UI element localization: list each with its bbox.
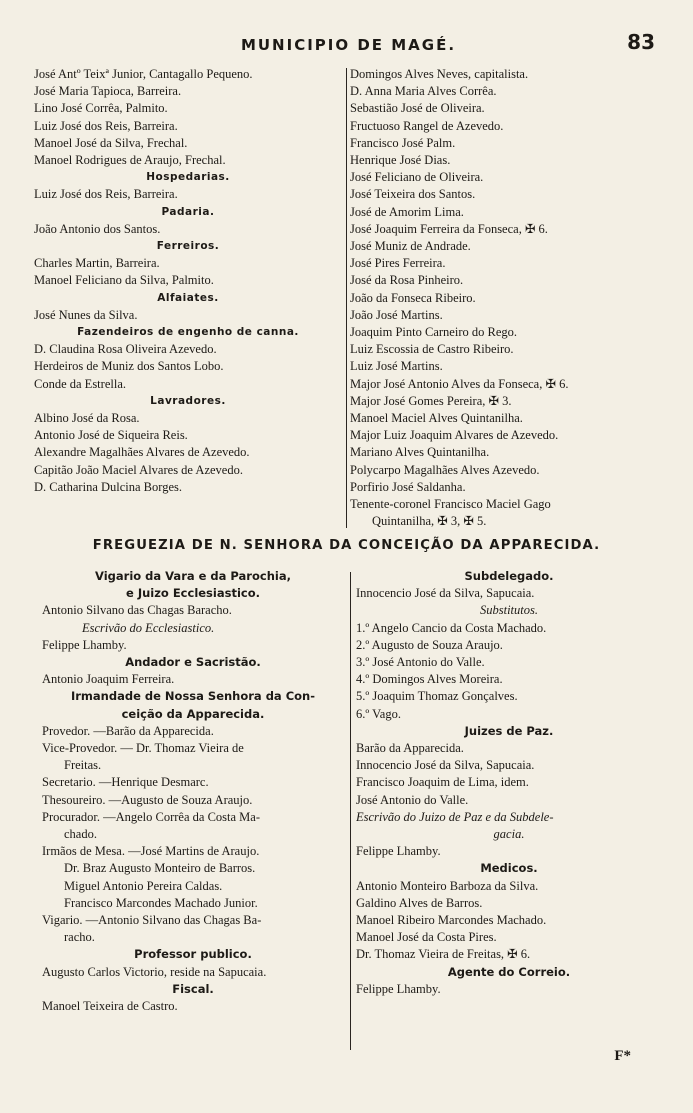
list-item: Herdeiros de Muniz dos Santos Lobo. <box>34 359 224 374</box>
list-item: Procurador. —Angelo Corrêa da Costa Ma- <box>42 809 260 824</box>
list-item: chado. <box>64 827 97 842</box>
list-item: Vigario. —Antonio Silvano das Chagas Ba- <box>42 913 262 928</box>
list-item: Antonio Silvano das Chagas Baracho. <box>42 603 232 618</box>
list-item: Quintanilha, ✠ 3, ✠ 5. <box>372 514 487 529</box>
list-item: Substitutos. <box>480 603 538 618</box>
list-item: Alexandre Magalhães Alvares de Azevedo. <box>34 445 250 460</box>
list-item: Innocencio José da Silva, Sapucaia. <box>356 758 535 773</box>
list-item: Charles Martin, Barreira. <box>34 256 160 271</box>
list-item: Freitas. <box>64 758 102 773</box>
list-item: José Pires Ferreira. <box>350 256 446 271</box>
column-divider-top <box>346 68 347 528</box>
section-heading: Andador e Sacristão. <box>125 655 261 670</box>
list-item: João da Fonseca Ribeiro. <box>350 290 476 305</box>
list-item: Polycarpo Magalhães Alves Azevedo. <box>350 462 540 477</box>
page-header <box>34 30 663 64</box>
list-item: João José Martins. <box>350 307 443 322</box>
list-item: Irmãos de Mesa. —José Martins de Araujo. <box>42 844 260 859</box>
section-heading: Fazendeiros de engenho de canna. <box>77 326 299 339</box>
list-item: Manoel Rodrigues de Araujo, Frechal. <box>34 153 226 168</box>
list-item: Domingos Alves Neves, capitalista. <box>350 67 529 81</box>
list-item: Francisco Marcondes Machado Junior. <box>64 895 258 910</box>
list-item: Innocencio José da Silva, Sapucaia. <box>356 586 535 601</box>
list-item: Felippe Lhamby. <box>356 844 441 859</box>
list-item: Escrivão do Juizo de Paz e da Subdele- <box>356 809 554 824</box>
column-bottom-left <box>42 568 344 1015</box>
page-number: 83 <box>627 30 655 54</box>
list-item: Major José Antonio Alves da Fonseca, ✠ 6. <box>350 376 569 391</box>
list-item: Henrique José Dias. <box>350 153 451 168</box>
list-item: racho. <box>64 930 95 945</box>
list-item: Mariano Alves Quintanilha. <box>350 445 490 460</box>
section-heading: ceição da Apparecida. <box>121 706 265 721</box>
list-item: Manoel José da Silva, Frechal. <box>34 135 188 150</box>
list-item: 3.º José Antonio do Valle. <box>356 655 485 670</box>
list-item: 2.º Augusto de Souza Araujo. <box>356 637 503 652</box>
section-heading: Juizes de Paz. <box>464 723 554 738</box>
section-heading: Fiscal. <box>172 981 214 996</box>
list-item: 4.º Domingos Alves Moreira. <box>356 672 503 687</box>
list-item: José Muniz de Andrade. <box>350 239 471 254</box>
list-item: Francisco Joaquim de Lima, idem. <box>356 775 529 790</box>
list-item: José Teixeira dos Santos. <box>350 187 476 202</box>
section-heading: Subdelegado. <box>464 569 554 583</box>
list-item: Major José Gomes Pereira, ✠ 3. <box>350 393 512 408</box>
signature-mark: F* <box>614 1048 631 1064</box>
list-item: Manoel Teixeira de Castro. <box>42 999 178 1014</box>
list-item: Major Luiz Joaquim Alvares de Azevedo. <box>350 428 559 443</box>
section-heading: Agente do Correio. <box>447 964 571 979</box>
list-item: Lino José Corrêa, Palmito. <box>34 101 168 116</box>
list-item: Felippe Lhamby. <box>356 981 441 996</box>
list-item: José Maria Tapioca, Barreira. <box>34 84 182 99</box>
list-item: Luiz José dos Reis, Barreira. <box>34 118 178 133</box>
list-item: Thesoureiro. —Augusto de Souza Araujo. <box>42 792 253 807</box>
list-item: Francisco José Palm. <box>350 135 456 150</box>
list-item: Vice-Provedor. — Dr. Thomaz Vieira de <box>42 741 244 756</box>
list-item: Antonio José de Siqueira Reis. <box>34 428 188 443</box>
list-item: José Antº Teixª Junior, Cantagallo Pequeno. <box>34 67 253 81</box>
list-item: Capitão João Maciel Alvares de Azevedo. <box>34 462 243 477</box>
list-item: Secretario. —Henrique Desmarc. <box>42 775 209 790</box>
list-item: Joaquim Pinto Carneiro do Rego. <box>350 325 517 340</box>
list-item: Luiz Escossia de Castro Ribeiro. <box>350 342 514 357</box>
column-divider-bottom <box>350 572 351 1050</box>
list-item: José da Rosa Pinheiro. <box>350 273 464 288</box>
list-item: José Antonio do Valle. <box>356 792 469 807</box>
list-item: D. Catharina Dulcina Borges. <box>34 479 182 494</box>
list-item: Luiz José Martins. <box>350 359 443 374</box>
section-heading: Irmandade de Nossa Senhora da Con- <box>70 689 315 704</box>
section-heading: Medicos. <box>480 861 538 876</box>
list-item: Fructuoso Rangel de Azevedo. <box>350 118 504 133</box>
list-item: Manoel Ribeiro Marcondes Machado. <box>356 913 547 928</box>
column-top-right <box>350 66 662 530</box>
section-heading: Ferreiros. <box>156 240 220 253</box>
column-top-left <box>34 66 342 496</box>
list-item: Dr. Thomaz Vieira de Freitas, ✠ 6. <box>356 947 531 962</box>
list-item: D. Anna Maria Alves Corrêa. <box>350 84 497 99</box>
list-item: Luiz José dos Reis, Barreira. <box>34 187 178 202</box>
list-item: Felippe Lhamby. <box>42 637 127 652</box>
list-item: Manoel José da Costa Pires. <box>356 930 497 945</box>
list-item: Provedor. —Barão da Apparecida. <box>42 723 214 738</box>
section-heading: Professor publico. <box>134 947 252 962</box>
list-item: José Nunes da Silva. <box>34 307 138 322</box>
list-item: 6.º Vago. <box>356 706 401 721</box>
list-item: 1.º Angelo Cancio da Costa Machado. <box>356 620 547 635</box>
list-item: José Feliciano de Oliveira. <box>350 170 484 185</box>
list-item: José Joaquim Ferreira da Fonseca, ✠ 6. <box>350 221 548 236</box>
section-heading: e Juizo Ecclesiastico. <box>126 586 260 601</box>
section-heading: Vigario da Vara e da Parochia, <box>95 569 291 583</box>
column-bottom-right <box>356 568 662 998</box>
page-title: MUNICIPIO DE MAGÉ. <box>240 36 457 54</box>
list-item: Manoel Maciel Alves Quintanilha. <box>350 411 523 426</box>
section-heading: Lavradores. <box>150 394 226 407</box>
list-item: Barão da Apparecida. <box>356 741 464 756</box>
section-heading: Alfaiates. <box>157 291 219 304</box>
list-item: Antonio Monteiro Barboza da Silva. <box>356 878 539 893</box>
list-item: D. Claudina Rosa Oliveira Azevedo. <box>34 342 217 357</box>
section-heading: Padaria. <box>161 205 215 218</box>
section-title: FREGUEZIA DE N. SENHORA DA CONCEIÇÃO DA APPARECIDA. <box>92 538 601 553</box>
section-heading: Hospedarias. <box>146 171 230 184</box>
list-item: Dr. Braz Augusto Monteiro de Barros. <box>64 861 256 876</box>
list-item: Antonio Joaquim Ferreira. <box>42 672 175 687</box>
list-item: gacia. <box>493 827 525 842</box>
list-item: Galdino Alves de Barros. <box>356 895 483 910</box>
list-item: Albino José da Rosa. <box>34 411 140 426</box>
list-item: Porfirio José Saldanha. <box>350 479 466 494</box>
list-item: José de Amorim Lima. <box>350 204 464 219</box>
list-item: João Antonio dos Santos. <box>34 221 161 236</box>
list-item: Augusto Carlos Victorio, reside na Sapucaia. <box>42 964 267 979</box>
list-item: Escrivão do Ecclesiastico. <box>82 620 215 635</box>
list-item: Tenente-coronel Francisco Maciel Gago <box>350 497 551 512</box>
list-item: Sebastião José de Oliveira. <box>350 101 485 116</box>
list-item: Conde da Estrella. <box>34 376 126 391</box>
list-item: Manoel Feliciano da Silva, Palmito. <box>34 273 214 288</box>
list-item: Miguel Antonio Pereira Caldas. <box>64 878 223 893</box>
list-item: 5.º Joaquim Thomaz Gonçalves. <box>356 689 518 704</box>
